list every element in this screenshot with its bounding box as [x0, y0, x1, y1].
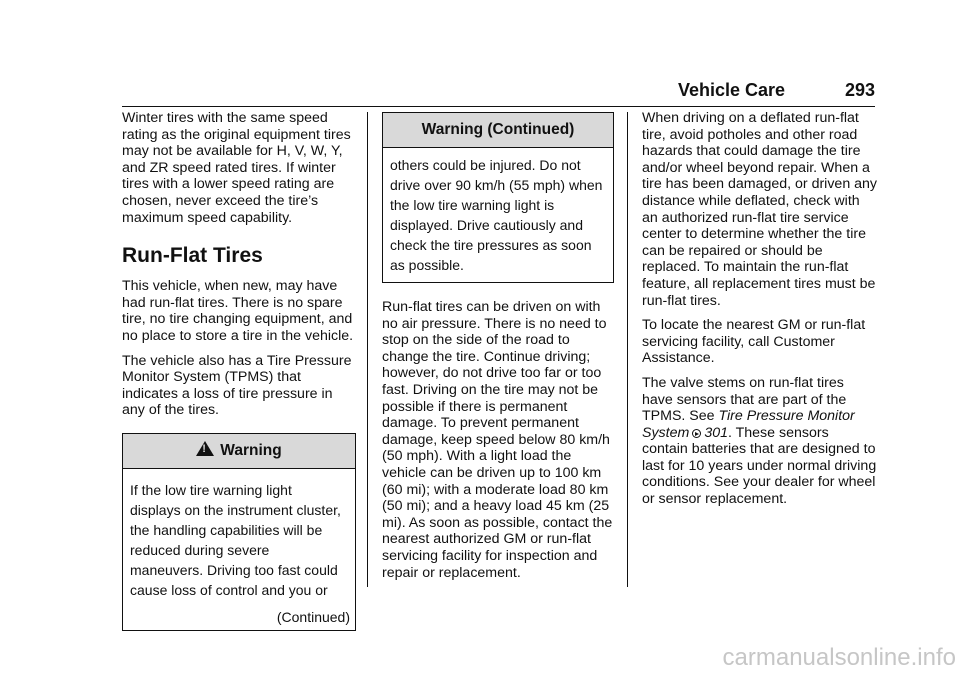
warning-continued-box: [382, 112, 614, 283]
page-number: 293: [844, 80, 875, 100]
warning-title: Warning: [220, 441, 282, 459]
column-3: [642, 110, 878, 516]
warning-line: displays on the instrument cluster,: [130, 501, 341, 518]
warning-line: cause loss of control and you or: [130, 581, 328, 598]
run-flat-driving-paragraph: Run-flat tires can be driven on with no air pressure. There is no need to stop on the side of the road to change the tire. Continue driving; however, do not drive too far or too fast. Driving on the tire may not be possible if there is permanent damage. To prevent permanent damage, keep speed below 80 km/h (50 mph). With a light load the vehicle can be driven up to 100 km (60 mi); with a moderate load 80 km (50 mi); and a heavy load 45 km (25 mi). As soon as possible, contact the nearest authorized GM or run-flat servicing facility for inspection and repair or replacement.: [382, 299, 613, 581]
run-flat-intro-paragraph: This vehicle, when new, may have had run-flat tires. There is no spare tire, no tire changing equipment, and no place to store a tire in the vehicle.: [122, 278, 354, 344]
warning-line: drive over 90 km/h (55 mph) when: [390, 177, 603, 193]
column-divider: [627, 112, 628, 587]
valve-stems-paragraph: [642, 375, 878, 508]
warning-line: the low tire warning light is: [390, 197, 555, 213]
page-header: [678, 80, 875, 101]
warning-line: If the low tire warning light: [130, 481, 292, 498]
warning-box-header: [123, 434, 355, 469]
warning-line: maneuvers. Driving too fast could: [130, 561, 338, 578]
warning-box: [122, 433, 356, 631]
warning-triangle-icon: [196, 441, 214, 456]
valve-stems-text-cont: . These sensors contain batteries that are designed to last for 10 years under normal driving conditions. See your dealer for wheel or sensor replacement.: [642, 424, 877, 508]
page-reference-arrow-icon: [692, 429, 701, 438]
watermark: carmanualsonline.info: [722, 644, 956, 671]
warning-line: displayed. Drive cautiously and: [390, 217, 583, 233]
warning-box-body: [123, 469, 355, 608]
winter-tires-paragraph: Winter tires with the same speed rating as the original equipment tires may not be available for H, V, W, Y, and ZR speed rated tires. If winter tires with a lower speed rating are chosen, never exceed the tire’s maximum speed capability.: [122, 110, 351, 226]
section-title-run-flat-tires: Run-Flat Tires: [122, 244, 263, 268]
deflated-driving-paragraph: When driving on a deflated run-flat tire, avoid potholes and other road hazards that could damage the tire and/or wheel beyond repair. When a tire has been damaged, or driven any distance while deflated, check with an authorized run-flat tire service center to determine whether the tire can be repaired or should be replaced. To maintain the run-flat feature, all replacement tires must be run-flat tires.: [642, 110, 878, 309]
warning-line: the handling capabilities will be: [130, 521, 323, 538]
valve-stems-text: The valve stems on run-flat tires have sensors that are part of the TPMS. See: [642, 374, 847, 425]
column-divider: [367, 112, 368, 587]
locate-facility-paragraph: To locate the nearest GM or run-flat servicing facility, call Customer Assistance.: [642, 317, 866, 367]
warning-line: as possible.: [390, 257, 464, 273]
continued-label: (Continued): [276, 608, 350, 625]
tpms-paragraph: The vehicle also has a Tire Pressure Monitor System (TPMS) that indicates a loss of tire pressure in any of the tires.: [122, 352, 352, 419]
warning-line: reduced during severe: [130, 541, 270, 558]
warning-continued-body: [383, 148, 613, 282]
warning-continued-header: Warning (Continued): [383, 113, 613, 148]
tpms-cross-reference-page[interactable]: 301: [704, 424, 728, 441]
column-2: [382, 100, 614, 589]
warning-line: others could be injured. Do not: [390, 157, 581, 173]
tpms-cross-reference-link[interactable]: Tire Pressure Monitor System: [642, 408, 855, 441]
column-1: [122, 110, 356, 631]
warning-line: check the tire pressures as soon: [390, 237, 592, 253]
header-section-title: Vehicle Care: [678, 80, 786, 100]
